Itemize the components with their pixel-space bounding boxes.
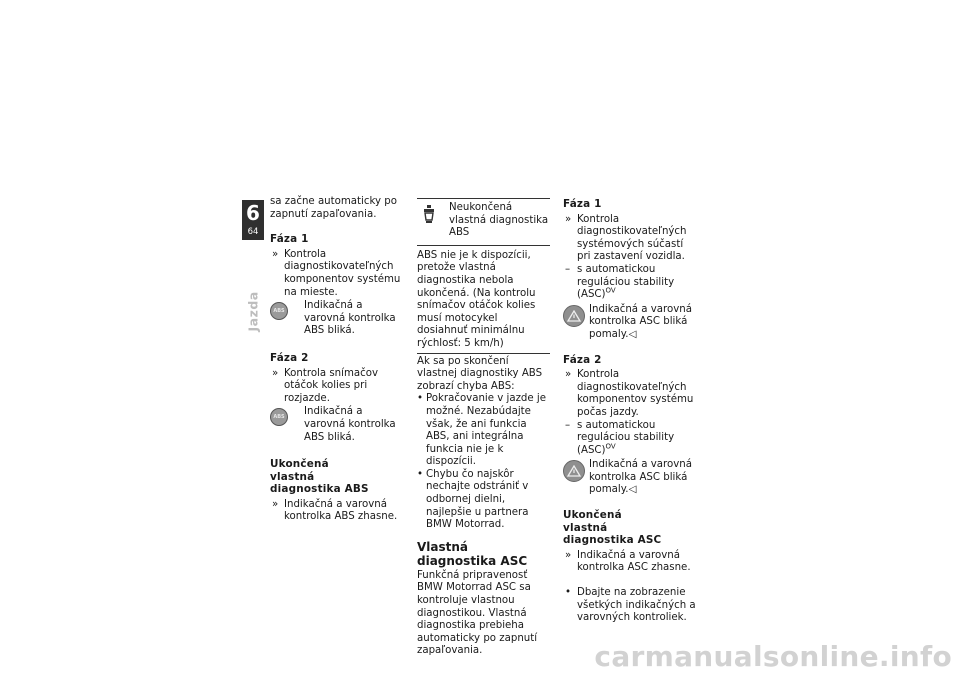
indicator-row [563, 459, 697, 497]
indicator-text: Indikačná a varovná kontrolka ASC bliká pomaly.◁ [589, 459, 692, 496]
end-mark-icon: ◁ [628, 484, 637, 496]
end-abs-heading: Ukončená vlastná diagnostika ABS [270, 458, 369, 496]
faza1-heading: Fáza 1 [270, 233, 309, 246]
end-asc-heading: Ukončená vlastná diagnostika ASC [563, 509, 662, 547]
list-item: • Pokračovanie v jazde je možné. Nezabúdajte však, že ani funkcia ABS, ani integrálna funkcia nie je k dispozícii. [417, 393, 547, 468]
warning-box [417, 198, 550, 354]
warning-box-title: Neukončená vlastná diagnostika ABS [449, 202, 549, 239]
list-item: – s automatickou reguláciou stability (ASC)$^{OV}$ [565, 263, 675, 301]
list-item: » Kontrola diagnostikovateľných komponentov systému na mieste. [272, 248, 401, 298]
asc-warning-icon [563, 305, 585, 327]
indicator-text: Indikačná a varovná kontrolka ABS bliká. [304, 406, 396, 443]
engine-warning-icon [421, 204, 443, 229]
indicator-row [563, 304, 697, 342]
list-item: » Indikačná a varovná kontrolka ABS zhasne. [272, 498, 398, 523]
indicator-row [270, 300, 404, 338]
column-3 [563, 198, 697, 625]
after-box-text: Ak sa po skončení vlastnej diagnostiky ABS zobrazí chyba ABS: [417, 355, 543, 392]
abs-warning-icon: ABS [270, 408, 288, 426]
faza2-heading: Fáza 2 [563, 353, 602, 366]
list-item: » Kontrola diagnostikovateľných systémových súčastí pri zastavení vozidla. [565, 213, 687, 263]
indicator-text: Indikačná a varovná kontrolka ASC bliká pomaly.◁ [589, 303, 692, 340]
section-label: Jazda [245, 291, 261, 332]
warning-box-header [417, 199, 550, 246]
list-item: » Kontrola diagnostikovateľných komponentov systému počas jazdy. [565, 369, 694, 418]
list-item: – s automatickou reguláciou stability (ASC)$^{OV}$ [565, 419, 675, 456]
indicator-text: Indikačná a varovná kontrolka ABS bliká. [304, 300, 396, 337]
indicator-row [270, 406, 404, 444]
column-1 [270, 196, 404, 524]
faza2-heading: Fáza 2 [270, 351, 309, 364]
chapter-tab [242, 200, 264, 240]
page-number: 64 [247, 227, 259, 237]
intro-text: sa začne automaticky po zapnutí zapaľovania. [270, 196, 397, 220]
faza1-heading: Fáza 1 [563, 198, 602, 210]
list-item: • Dbajte na zobrazenie všetkých indikačných a varovných kontroliek. [565, 587, 696, 624]
asc-heading: Vlastná diagnostika ASC [417, 539, 528, 568]
asc-text: Funkčná pripravenosť BMW Motorrad ASC sa kontroluje vlastnou diagnostikou. Vlastná diagnostika prebieha automaticky po zapnutí zapaľovania. [417, 569, 538, 657]
asc-warning-icon [563, 460, 585, 482]
list-item: » Indikačná a varovná kontrolka ASC zhasne. [565, 549, 691, 574]
chapter-number: 6 [246, 201, 260, 225]
list-item: » Kontrola snímačov otáčok kolies pri rozjazde. [272, 367, 378, 404]
abs-warning-icon: ABS [270, 302, 288, 320]
list-item: • Chybu čo najskôr nechajte odstrániť v odbornej dielni, najlepšie u partnera BMW Motorrad. [417, 468, 529, 531]
column-2 [417, 198, 550, 658]
watermark-text: carmanualsonline.info [594, 640, 952, 673]
warning-box-text: ABS nie je k dispozícii, pretože vlastná diagnostika nebola ukončená. (Na kontrolu snímačov otáčok kolies musí motocykel dosiahnuť minimálnu rýchlosť: 5 km/h) [417, 249, 536, 349]
end-mark-icon: ◁ [628, 328, 637, 340]
